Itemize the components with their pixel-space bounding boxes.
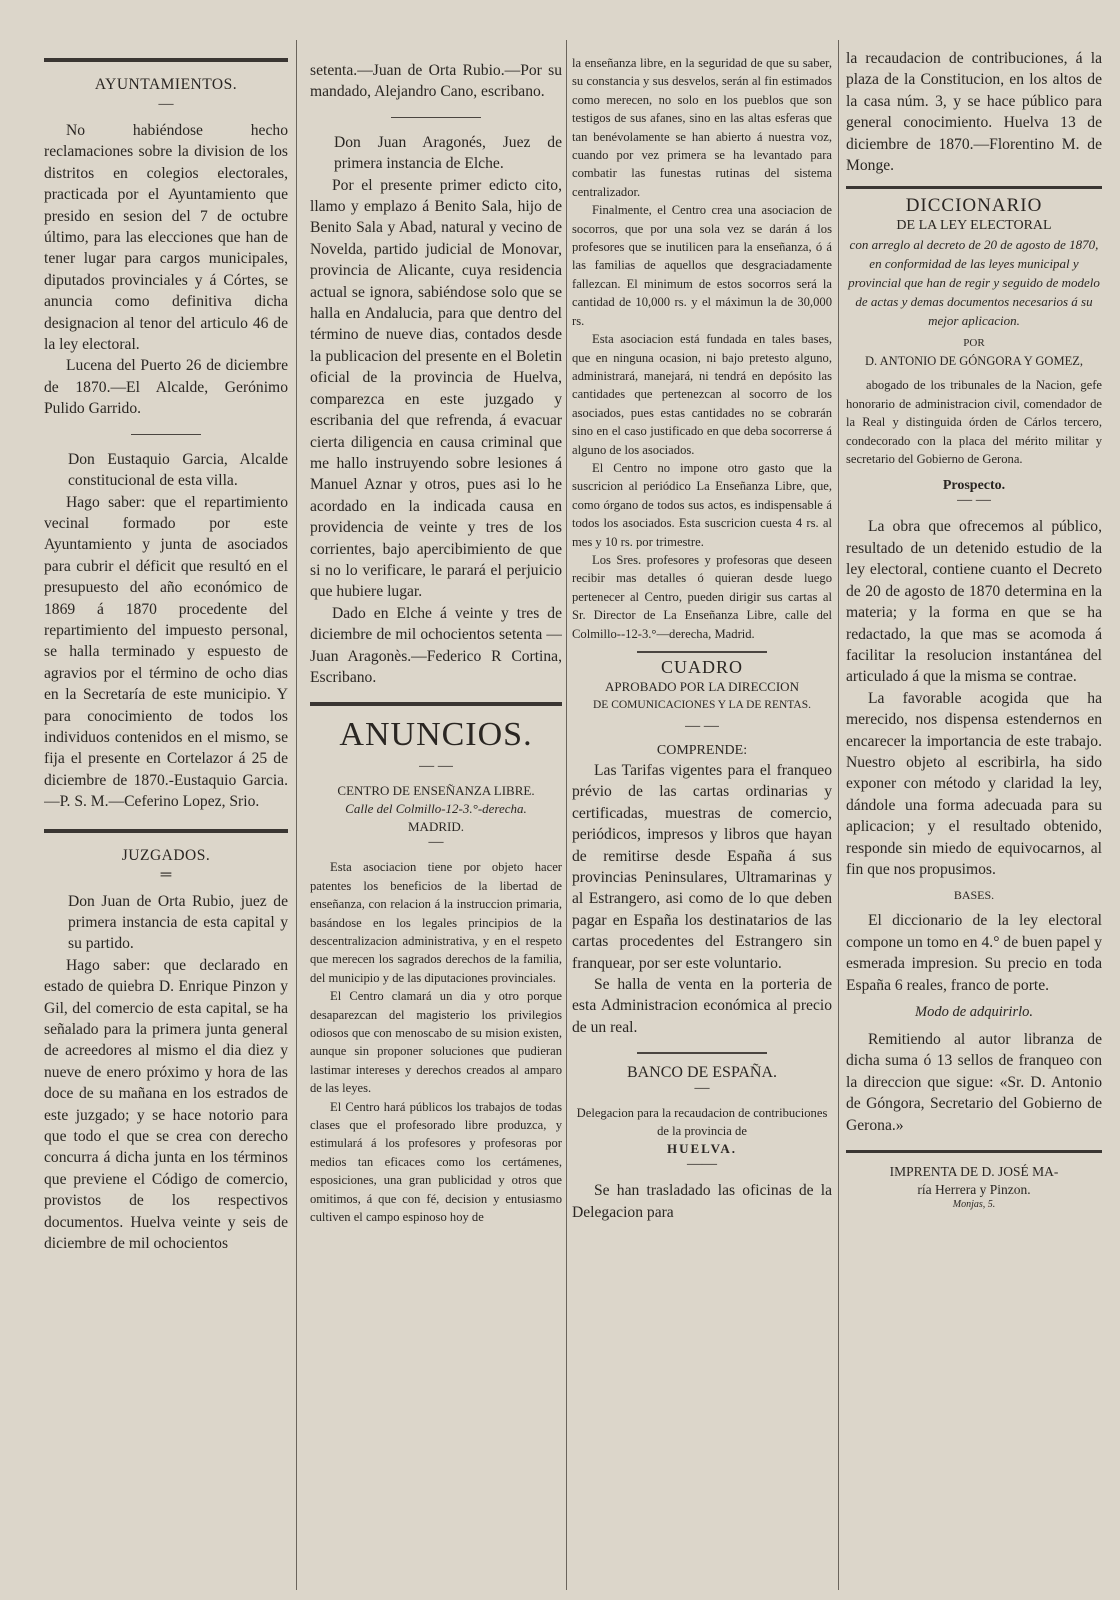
prospecto-paragraph-1: La obra que ofrecemos al público, resultado de un detenido estudio de la ley electoral, contiene cuanto el Decreto de 20 de agosto de 1870 determina en la materia; y la forma en que se ha redactado, la que mas se acomoda á facilitar la resolucion instantánea del articulado á que la misma se contrae. bbox=[846, 518, 1102, 686]
dash-ornament: —— bbox=[687, 1156, 717, 1173]
por-label: POR bbox=[963, 337, 985, 350]
dash-ornament: — bbox=[428, 834, 444, 851]
column-divider bbox=[838, 40, 839, 1590]
dash-ornament: — bbox=[158, 96, 174, 112]
centro-paragraph-1: Esta asociacion tiene por objeto hacer patentes los beneficios de la libertad de enseñanza, con relacion á la instruccion primaria, basándose en los legales principios de la descentralizacion administrativa, y en el respeto que merecen los sagrados derechos de la familia, del municipio y de las diputaciones provinciales. bbox=[310, 860, 562, 985]
juzgados-continuation: setenta.—Juan de Orta Rubio.—Por su mandado, Alejandro Cano, escribano. bbox=[310, 62, 562, 101]
banco-subtitle: Delegacion para la recaudacion de contribuciones de la provincia de bbox=[576, 1106, 828, 1139]
centro-paragraph-7: El Centro no impone otro gasto que la suscricion al periódico La Enseñanza Libre, que, como órgano de todos sus actos, es indispensable á todos los asociados. Esta suscricion cuesta 4 rs. al mes y 10 rs. por trimestre. bbox=[572, 460, 832, 549]
centro-paragraph-6: Esta asociacion está fundada en tales bases, que en ninguna ocasion, ni bajo pretesto alguno, administrará, manejará, ni tendrá en depósito las cantidades que pertenezcan al socorro de los asociados, pues estas cantidades no se cobrarán sino en el caso justificado en que deba socorrerse á alguno de los asociados. bbox=[572, 332, 832, 457]
separator-rule bbox=[391, 117, 481, 118]
separator-rule bbox=[637, 651, 767, 653]
author-name: D. ANTONIO DE GÓNGORA Y GOMEZ, bbox=[865, 354, 1083, 369]
prospecto-heading: Prospecto. bbox=[942, 478, 1006, 494]
aragones-signature: Dado en Elche á veinte y tres de diciembre de mil ochocientos setenta —Juan Aragonès.—Federico R Cortina, Escribano. bbox=[310, 604, 562, 686]
banco-title: BANCO DE ESPAÑA. bbox=[626, 1064, 778, 1082]
column-4 bbox=[846, 40, 1102, 1590]
diccionario-title: DICCIONARIO bbox=[905, 195, 1043, 217]
aragones-paragraph: Por el presente primer edicto cito, llamo y emplazo á Benito Sala, hijo de Benito Sala y Abad, natural y vecino de Novelda, partido judicial de Monovar, provincia de Alicante, cuya residencia actual se ignora, sabiéndose solo que se halla en Andalucia, para que dentro del término de nueve dias, contados desde la publicacion del presente en el Boletin oficial de la provincia de Huelva, comparezca en este juzgado y escribania del que refrenda, á evacuar cierta diligencia en causa criminal que me hallo instruyendo sobre lesiones á Manuel Aznar y otros, pues asi lo he acordado en la indicada causa en providencia de veinte y tres de los corrientes, bajo apercibimiento de que si no lo verificare, le parará el perjuicio que hubiere lugar. bbox=[310, 176, 562, 601]
column-3 bbox=[572, 40, 832, 1590]
separator-rule bbox=[131, 434, 201, 435]
section-rule bbox=[44, 829, 288, 833]
column-2 bbox=[310, 40, 562, 1590]
section-heading-ayuntamientos: AYUNTAMIENTOS. bbox=[94, 76, 238, 93]
separator-rule bbox=[637, 1052, 767, 1054]
dash-ornament: ═ bbox=[160, 866, 172, 883]
banco-paragraph-1: Se han trasladado las oficinas de la Delegacion para bbox=[572, 1182, 832, 1221]
centro-paragraph-5: Finalmente, el Centro crea una asociacion de socorros, que por una sola vez se darán á los profesores que se inutilicen para la enseñanza, ó á las familias de aquellos que desgraciadamente fallezcan. El minimum de estos socorros será la cantidad de 10,000 rs. y el máximun la de 30,000 rs. bbox=[572, 203, 832, 328]
author-description: abogado de los tribunales de la Nacion, gefe honorario de administracion civil, comendador de la Real y distinguida órden de Cárlos tercero, condecorado con la placa del mérito militar y secretario del Gobierno de Gerona. bbox=[846, 378, 1102, 467]
centro-paragraph-3: El Centro hará públicos los trabajos de todas clases que el profesorado libre produzca, y estimulará á los profesores y profesoras por medios tan eficaces como los certámenes, esposiciones, una gran publicidad y otros que omitimos, á que con fé, decision y entusiasmo cultiven el campo espinoso hoy de bbox=[310, 1099, 562, 1225]
ayuntamientos-paragraph: No habiéndose hecho reclamaciones sobre la division de los distritos en colegios electorales, practicada por el Ayuntamiento que presido en sesion del 7 de octubre último, para las elecciones que han de tener lugar para cargos municipales, diputados provinciales y á Córtes, se anuncia como definitiva dicha designacion al tenor del articulo 46 de la ley electoral. bbox=[44, 122, 288, 354]
aragones-heading: Don Juan Aragonés, Juez de primera instancia de Elche. bbox=[334, 133, 562, 173]
dash-ornament: — — bbox=[419, 758, 453, 775]
diccionario-description: con arreglo al decreto de 20 de agosto de 1870, en conformidad de las leyes municipal y provincial que han de regir y seguido de modelo de actas y demas documentos necesarios á su mejor aplicacion. bbox=[848, 237, 1100, 329]
dash-ornament: — — bbox=[957, 492, 991, 509]
imprenta-line-1: IMPRENTA DE D. JOSÉ MA- bbox=[889, 1164, 1059, 1180]
ayuntamientos-signature: Lucena del Puerto 26 de diciembre de 1870.—El Alcalde, Gerónimo Pulido Garrido. bbox=[44, 357, 288, 418]
column-divider bbox=[566, 40, 567, 1590]
anuncios-title: ANUNCIOS. bbox=[339, 716, 533, 754]
cuadro-title: CUADRO bbox=[660, 657, 743, 677]
dash-ornament: — bbox=[694, 1080, 710, 1097]
column-divider bbox=[296, 40, 297, 1590]
cuadro-paragraph-2: Se halla de venta en la porteria de esta Administracion económica al precio de un real. bbox=[572, 976, 832, 1036]
centro-paragraph-2: El Centro clamará un dia y otro porque desaparezcan del magisterio los privilegios odiosos que con menoscabo de su mision existen, aunque sin proponer soluciones que pudieran lastimar intereses y derechos creados al amparo de las leyes. bbox=[310, 989, 562, 1096]
juzgados-paragraph: Hago saber: que declarado en estado de quiebra D. Enrique Pinzon y Gil, del comercio de esta capital, se ha señalado para la primera junta general de acreedores al mismo el dia diez y nueve de enero próximo y hora de las doce de su mañana en los estrados de este juzgado; y se hace notorio para que todo el que se crea con derecho concurra á dicha junta en los términos que previene el Código de comercio, provistos de los respectivos documentos. Huelva veinte y seis de diciembre de mil ochocientos bbox=[44, 956, 288, 1253]
section-rule bbox=[846, 186, 1102, 189]
centro-heading: CENTRO DE ENSEÑANZA LIBRE. bbox=[337, 783, 535, 799]
comprende-heading: COMPRENDE: bbox=[656, 743, 748, 758]
section-heading-juzgados: JUZGADOS. bbox=[121, 846, 211, 864]
bases-heading: BASES. bbox=[953, 888, 995, 903]
section-rule bbox=[310, 702, 562, 706]
banco-city: HUELVA. bbox=[667, 1141, 737, 1157]
bases-paragraph: El diccionario de la ley electoral compone un tomo en 4.° de buen papel y esmerada impresion. Su precio en toda España 6 reales, franco de porte. bbox=[846, 912, 1102, 994]
centro-paragraph-8: Los Sres. profesores y profesoras que deseen recibir mas detalles ó quieran desde luego pertenecer al Centro, pueden dirigir sus cartas al Sr. Director de La Enseñanza Libre, calle del Colmillo--12-3.°—derecha, Madrid. bbox=[572, 552, 832, 641]
centro-paragraph-4: la enseñanza libre, en la seguridad de que su saber, su constancia y sus desvelos, serán al fin estimados como merecen, no solo en los pueblos que son testigos de sus afanes, sino en las altas esferas que tan benévolamente se han abierto á nuestra voz, cuando por vez primera se ha levantado para combatir las funestas rutinas del sistema centralizador. bbox=[572, 56, 832, 199]
section-rule bbox=[846, 1150, 1102, 1153]
cuadro-paragraph-1: Las Tarifas vigentes para el franqueo prévio de las cartas ordinarias y certificadas, muestras de comercio, periódicos, impresos y libros que hayan de remitirse desde España á sus provincias Peninsulares, Ultramarinas y al Estrangero, asi como de lo que deben pagar en España los destinatarios de las cartas procedentes del Estrangero sin franquear, por ser este voluntario. bbox=[572, 762, 832, 972]
modo-paragraph: Remitiendo al autor libranza de dicha suma ó 13 sellos de franqueo con la direccion que sigue: «Sr. D. Antonio de Góngora, Secretario del Gobierno de Gerona.» bbox=[846, 1031, 1102, 1134]
imprenta-line-3: Monjas, 5. bbox=[952, 1199, 996, 1211]
section-rule bbox=[44, 58, 288, 62]
eustaquio-paragraph: Hago saber: que el repartimiento vecinal formado por este Ayuntamiento y junta de asociados para cubrir el déficit que resultó en el presupuesto del año económico de 1869 á 1870 procedente del repartimiento del impuesto personal, se halla terminado y espuesto de agravios por el término de ocho dias en la Secretaría de este municipio. Y para conocimiento de todos los individuos contenidos en el mismo, se fija el presente en Cortelazor á 25 de diciembre de 1870.-Eustaquio Garcia.—P. S. M.—Ceferino Lopez, Srio. bbox=[44, 493, 288, 811]
modo-heading: Modo de adquirirlo. bbox=[914, 1004, 1033, 1020]
cuadro-subtitle-2: DE COMUNICACIONES Y LA DE RENTAS. bbox=[592, 699, 811, 711]
prospecto-paragraph-2: La favorable acogida que ha merecido, nos dispensa estendernos en encarecer la importancia de este trabajo. Nuestro objeto al escribirla, ha sido exponer con método y claridad la ley, dándole una forma adecuada para su aplicacion; y el resultado obtenido, responde sin miedo de equivocarnos, al fin que nos propusimos. bbox=[846, 689, 1102, 878]
diccionario-subtitle: DE LA LEY ELECTORAL bbox=[896, 218, 1052, 234]
banco-paragraph-2: la recaudacion de contribuciones, á la plaza de la Constitucion, en los altos de la casa núm. 3, y se hace público para general conocimiento. Huelva 13 de diciembre de 1870.—Florentino M. de Monge. bbox=[846, 50, 1102, 175]
dash-ornament: — — bbox=[685, 718, 719, 734]
column-1 bbox=[44, 40, 288, 1590]
juzgados-intro: Don Juan de Orta Rubio, juez de primera instancia de esta capital y su partido. bbox=[68, 892, 288, 953]
eustaquio-heading: Don Eustaquio Garcia, Alcalde constitucional de esta villa. bbox=[68, 450, 288, 490]
cuadro-subtitle-1: APROBADO POR LA DIRECCION bbox=[605, 679, 799, 694]
imprenta-line-2: ría Herrera y Pinzon. bbox=[917, 1182, 1031, 1198]
centro-city: MADRID. bbox=[408, 819, 464, 835]
centro-address: Calle del Colmillo-12-3.°-derecha. bbox=[345, 801, 527, 817]
